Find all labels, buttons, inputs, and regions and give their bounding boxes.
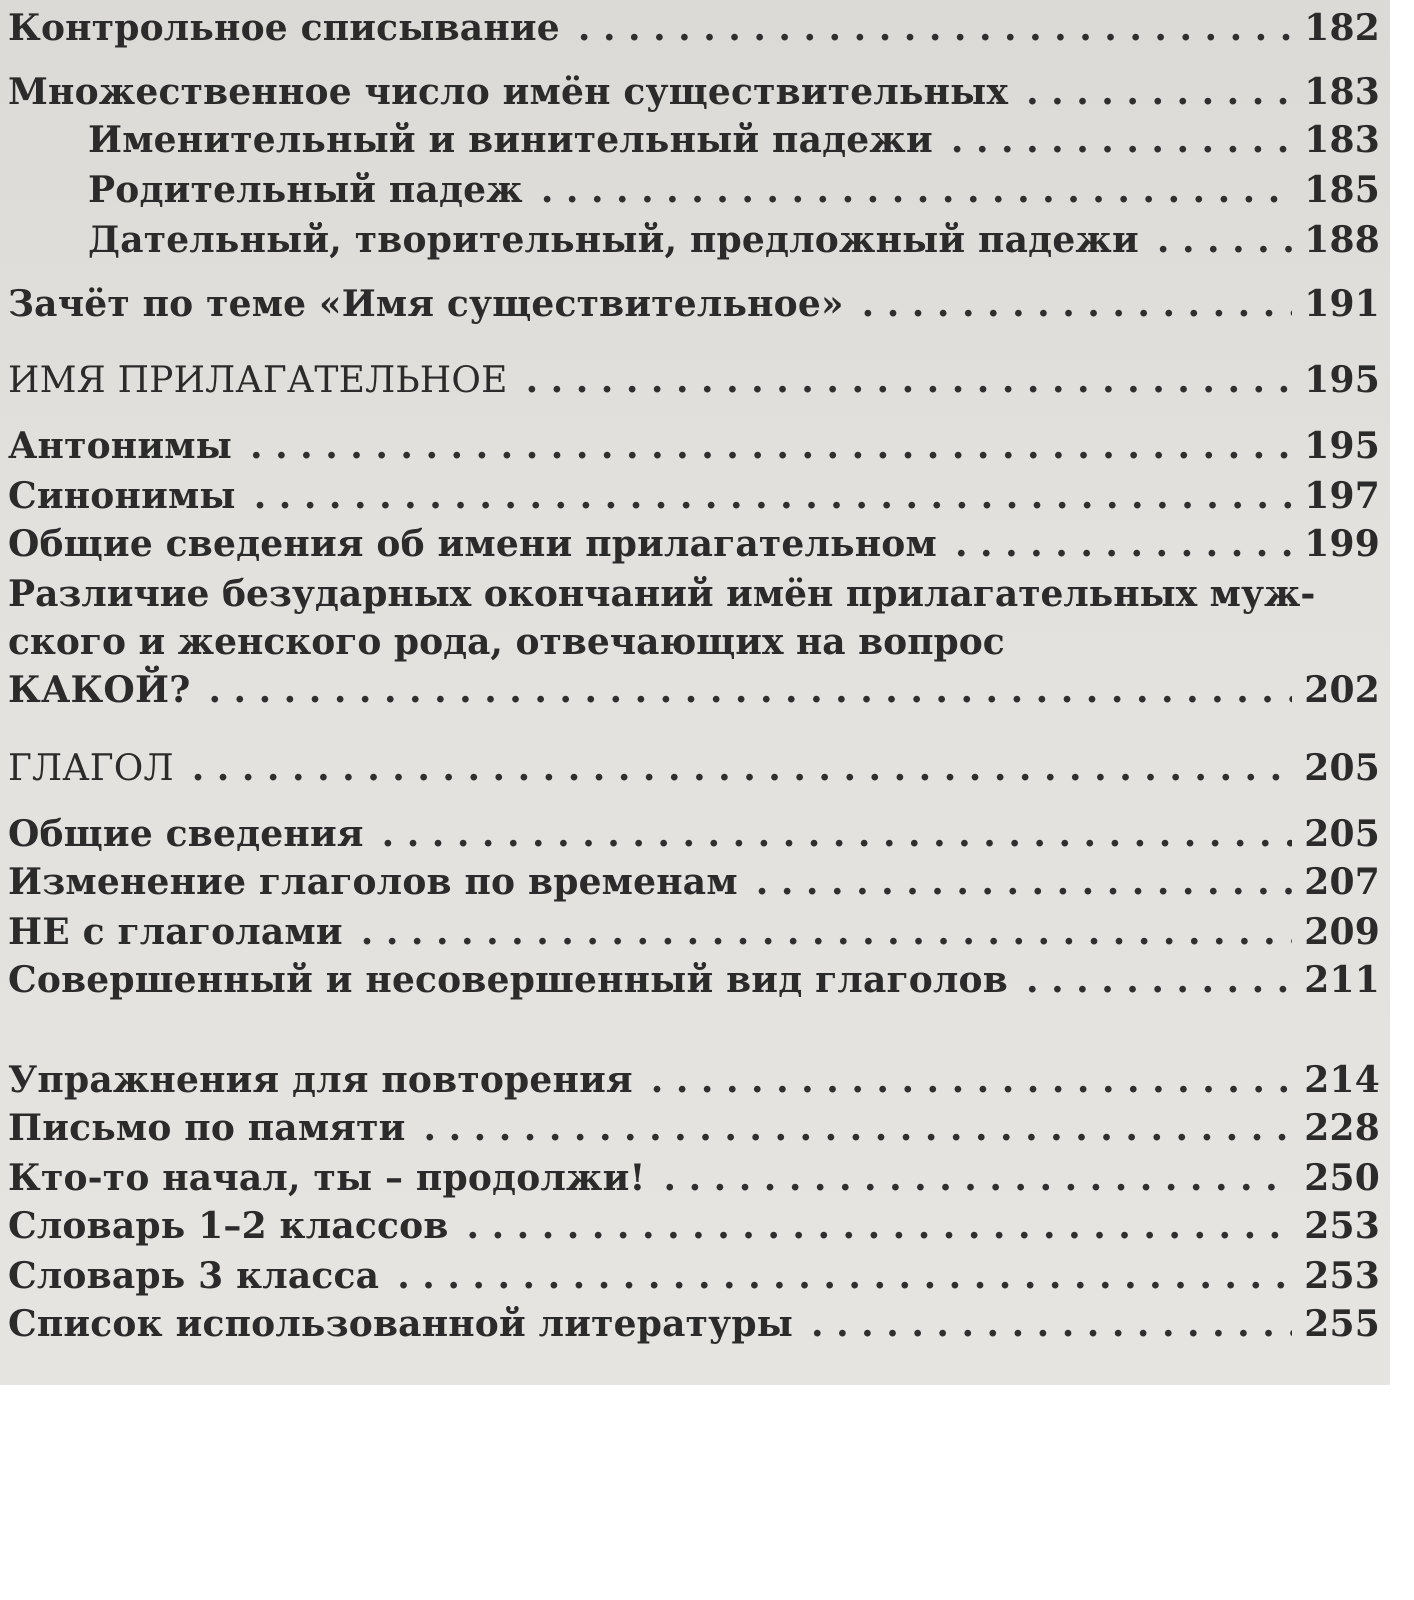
dot-leader <box>208 668 1292 712</box>
toc-entry <box>8 424 1380 468</box>
toc-entry <box>8 1254 1380 1298</box>
toc-entry-page: 191 <box>1304 283 1380 325</box>
toc-entry-title: Именительный и винительный падежи <box>88 119 933 161</box>
dot-leader <box>192 746 1293 790</box>
toc-entry-title: Письмо по памяти <box>8 1107 406 1149</box>
toc-entry <box>8 958 1380 1002</box>
toc-entry-page: 188 <box>1304 219 1380 261</box>
toc-entry-page: 228 <box>1304 1107 1380 1149</box>
dot-leader <box>424 1106 1293 1150</box>
toc-section-heading <box>8 746 1380 790</box>
toc-entry-page: 253 <box>1304 1255 1380 1297</box>
toc-entry <box>8 70 1380 114</box>
dot-leader <box>955 522 1292 566</box>
toc-entry-title-line: Различие безударных окончаний имён прилагательных муж- <box>8 573 1316 615</box>
toc-entry-page: 183 <box>1304 119 1380 161</box>
toc-section-heading <box>8 358 1380 402</box>
dot-leader <box>756 860 1292 904</box>
toc-entry-page: 195 <box>1304 359 1380 401</box>
toc-entry <box>8 860 1380 904</box>
toc-entry-title: КАКОЙ? <box>8 669 191 711</box>
dot-leader <box>467 1204 1293 1248</box>
dot-leader <box>250 424 1292 468</box>
toc-entry <box>8 1204 1380 1248</box>
dot-leader <box>951 118 1292 162</box>
toc-entry <box>8 668 1380 712</box>
toc-entry-page: 250 <box>1304 1157 1380 1199</box>
toc-entry-title-line: ского и женского рода, отвечающих на вопрос <box>8 621 1005 663</box>
toc-entry <box>8 910 1380 954</box>
toc-entry-page: 197 <box>1304 475 1380 517</box>
toc-entry-page: 255 <box>1304 1303 1380 1345</box>
dot-leader <box>361 910 1292 954</box>
toc-entry-title: Антонимы <box>8 425 232 467</box>
toc-entry-page: 253 <box>1304 1205 1380 1247</box>
dot-leader <box>664 1156 1293 1200</box>
dot-leader <box>811 1302 1292 1346</box>
toc-entry-page: 207 <box>1304 861 1380 903</box>
toc-entry <box>8 1156 1380 1200</box>
toc-entry-title: НЕ с глаголами <box>8 911 343 953</box>
toc-entry-title: Общие сведения <box>8 813 364 855</box>
toc-entry-page: 202 <box>1304 669 1380 711</box>
toc-entry-page: 209 <box>1304 911 1380 953</box>
toc-entry-page: 199 <box>1304 523 1380 565</box>
toc-entry-page: 183 <box>1304 71 1380 113</box>
toc-entry-title: Множественное число имён существительных <box>8 71 1009 113</box>
toc-entry <box>8 812 1380 856</box>
dot-leader <box>541 168 1292 212</box>
dot-leader <box>1026 958 1292 1002</box>
toc-entry <box>8 1106 1380 1150</box>
toc-entry-page: 195 <box>1304 425 1380 467</box>
toc-entry-title: Кто-то начал, ты – продолжи! <box>8 1157 646 1199</box>
toc-entry-page: 214 <box>1304 1059 1380 1101</box>
toc-entry-page: 205 <box>1304 813 1380 855</box>
toc-subentry <box>88 168 1380 212</box>
dot-leader <box>254 474 1293 518</box>
dot-leader <box>526 358 1293 402</box>
toc-subentry <box>88 118 1380 162</box>
toc-entry-page: 182 <box>1304 7 1380 49</box>
toc-entry-title: Дательный, творительный, предложный падежи <box>88 219 1139 261</box>
toc-entry-title: Словарь 3 класса <box>8 1255 380 1297</box>
dot-leader <box>1026 70 1292 114</box>
toc-entry-title: Синонимы <box>8 475 236 517</box>
toc-entry-title: Зачёт по теме «Имя существительное» <box>8 283 844 325</box>
section-title: ГЛАГОЛ <box>8 748 174 789</box>
dot-leader <box>382 812 1293 856</box>
toc-entry-title: Родительный падеж <box>88 169 523 211</box>
dot-leader <box>578 6 1292 50</box>
toc-entry <box>8 474 1380 518</box>
toc-entry <box>8 1302 1380 1346</box>
toc-entry-page: 185 <box>1304 169 1380 211</box>
dot-leader <box>862 282 1293 326</box>
toc-entry-page: 211 <box>1304 959 1380 1001</box>
toc-entry <box>8 282 1380 326</box>
toc-entry-page: 205 <box>1304 747 1380 789</box>
dot-leader <box>397 1254 1292 1298</box>
dot-leader <box>1157 218 1292 262</box>
toc-entry-title: Изменение глаголов по временам <box>8 861 738 903</box>
toc-entry <box>8 6 1380 50</box>
toc-entry <box>8 1058 1380 1102</box>
toc-subentry <box>88 218 1380 262</box>
section-title: ИМЯ ПРИЛАГАТЕЛЬНОЕ <box>8 360 508 401</box>
toc-entry-title: Контрольное списывание <box>8 7 560 49</box>
dot-leader <box>651 1058 1292 1102</box>
toc-entry-title: Общие сведения об имени прилагательном <box>8 523 937 565</box>
toc-entry-title: Список использованной литературы <box>8 1303 794 1345</box>
toc-entry-title: Словарь 1–2 классов <box>8 1205 449 1247</box>
toc-entry-title: Совершенный и несовершенный вид глаголов <box>8 959 1008 1001</box>
toc-entry-title: Упражнения для повторения <box>8 1059 633 1101</box>
toc-entry <box>8 522 1380 566</box>
